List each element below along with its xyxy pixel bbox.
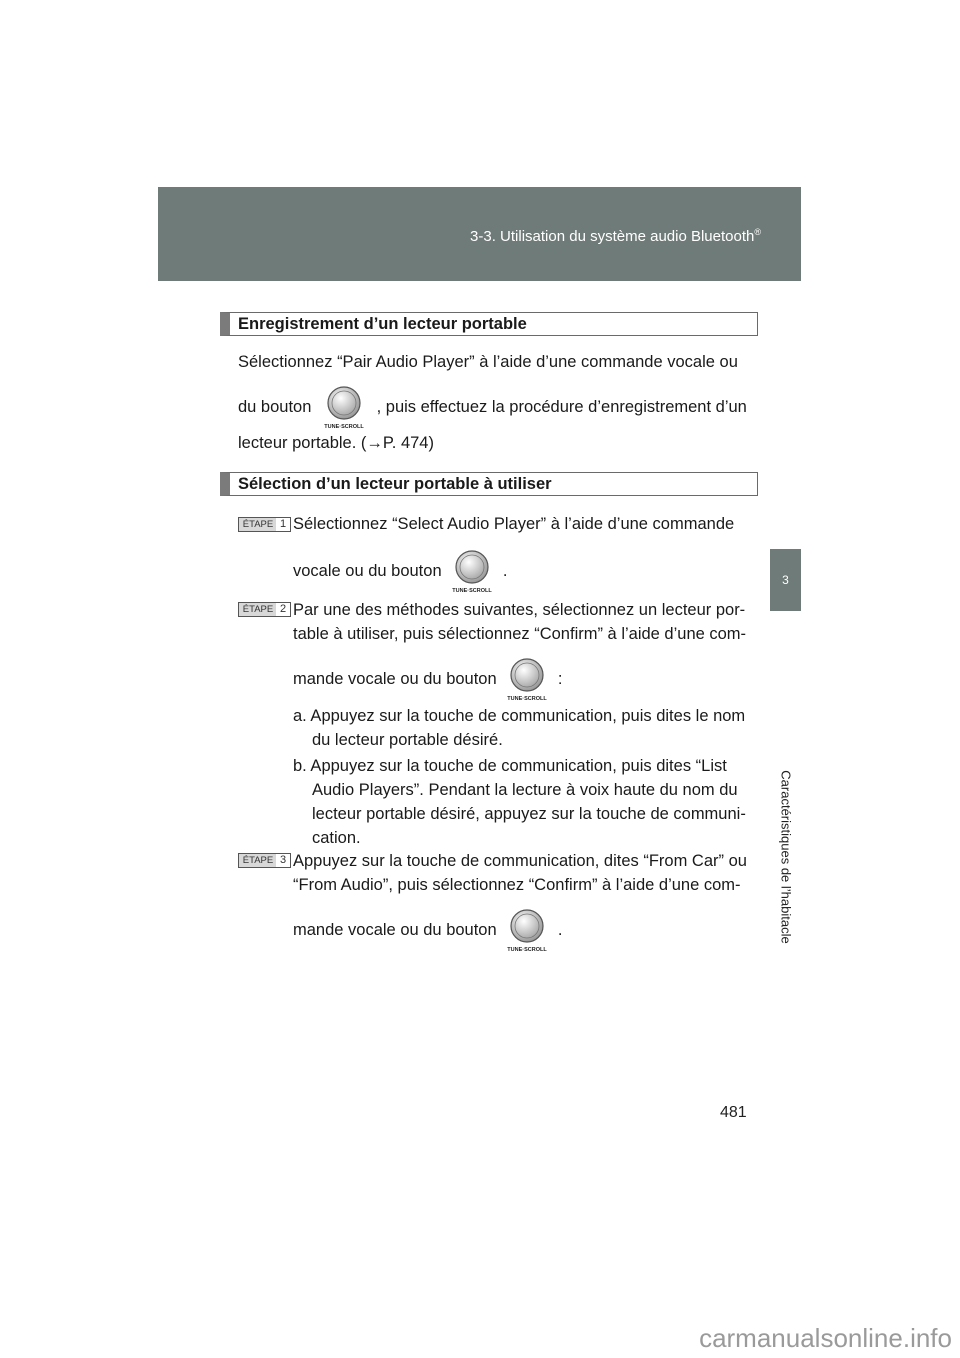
tune-scroll-knob-icon <box>505 908 549 954</box>
section-heading-register: Enregistrement d’un lecteur portable <box>220 312 758 336</box>
svg-text:TUNE·SCROLL: TUNE·SCROLL <box>452 587 492 594</box>
step2-line3: mande vocale ou du bouton TUNE·SCROLL : <box>293 656 755 702</box>
chapter-label: Caractéristiques de l’habitacle <box>778 770 793 944</box>
chapter-header-band <box>158 187 801 281</box>
svg-text:TUNE·SCROLL: TUNE·SCROLL <box>507 946 547 953</box>
tune-scroll-knob-icon <box>322 385 366 431</box>
step-badge-3: ÉTAPE 3 <box>238 853 292 868</box>
section-heading-select: Sélection d’un lecteur portable à utiliser <box>220 472 758 496</box>
svg-text:TUNE·SCROLL: TUNE·SCROLL <box>507 695 547 702</box>
step2-sub-a-line1: a. Appuyez sur la touche de communication, puis dites le nom <box>293 707 746 725</box>
step1-line2: vocale ou du bouton TUNE·SCROLL . <box>293 548 755 594</box>
section1-line2: du bouton TUNE·SCROLL , puis effectuez la procédure d’enregistrement d’un <box>238 384 754 430</box>
step-badge-1: ÉTAPE 1 <box>238 517 292 532</box>
step3-line3: mande vocale ou du bouton TUNE·SCROLL . <box>293 907 755 953</box>
step2-sub-b-line2: Audio Players”. Pendant la lecture à voix haute du nom du <box>312 781 738 799</box>
page-number: 481 <box>720 1104 747 1121</box>
section1-line1: Sélectionnez “Pair Audio Player” à l’aide d’une commande vocale ou <box>238 353 738 371</box>
section-header-title: 3-3. Utilisation du système audio Bluetooth® <box>470 227 761 245</box>
step3-line1: Appuyez sur la touche de communication, dites “From Car” ou <box>293 852 747 870</box>
section1-line3: lecteur portable. (→P. 474) <box>238 434 434 452</box>
svg-text:TUNE·SCROLL: TUNE·SCROLL <box>324 423 364 430</box>
tune-scroll-knob-icon <box>505 657 549 703</box>
watermark: carmanualsonline.info <box>699 1323 952 1353</box>
tune-scroll-knob-icon <box>450 549 494 595</box>
step2-sub-b-line1: b. Appuyez sur la touche de communication, puis dites “List <box>293 757 727 775</box>
step2-line2: table à utiliser, puis sélectionnez “Confirm” à l’aide d’une com- <box>293 625 747 643</box>
chapter-side-tab <box>770 281 801 1103</box>
step2-sub-a-line2: du lecteur portable désiré. <box>312 731 503 749</box>
step-badge-2: ÉTAPE 2 <box>238 602 292 617</box>
step2-sub-b-line3: lecteur portable désiré, appuyez sur la touche de communi- <box>312 805 746 823</box>
step2-sub-b-line4: cation. <box>312 829 361 847</box>
chapter-number: 3 <box>770 549 801 611</box>
step1-line1: Sélectionnez “Select Audio Player” à l’aide d’une commande <box>293 515 735 533</box>
step2-line1: Par une des méthodes suivantes, sélectionnez un lecteur por- <box>293 601 746 619</box>
step3-line2: “From Audio”, puis sélectionnez “Confirm” à l’aide d’une com- <box>293 876 741 894</box>
